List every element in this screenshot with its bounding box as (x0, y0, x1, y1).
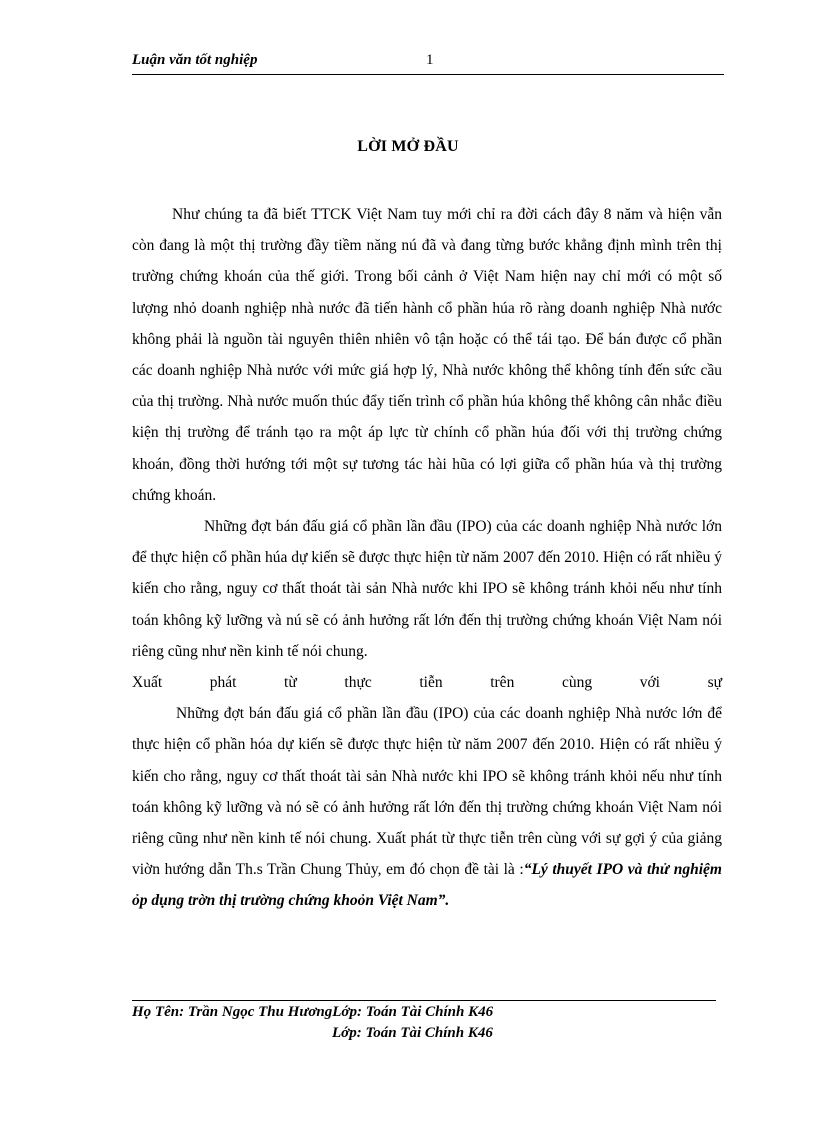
paragraph-ipo-first: Những đợt bán đấu giá cổ phần lần đầu (IPO) của các doanh nghiệp Nhà nước lớn để thực hiện cổ phần húa dự kiến sẽ được thực hiện từ năm 2007 đến 2010. Hiện có rất nhiều ý kiến cho rằng, nguy cơ thất thoát tài sản Nhà nước khi IPO sẽ không tránh khỏi nếu như tính toán không kỹ lưỡng và nú sẽ có ảnh hưởng rất lớn đến thị trường chứng khoán Việt Nam nói riêng cũng như nền kinh tế nói chung. (132, 518, 722, 660)
topic-quote: “Lý thuyết IPO và thử nghiệm ỏp dụng trờn thị trường chứng khoỏn Việt Nam”. (132, 861, 722, 910)
paragraph-ipo-second-text: Những đợt bán đấu giá cổ phần lần đầu (IPO) của các doanh nghiệp Nhà nước lớn để thực hiện cổ phần hóa dự kiến sẽ được thực hiện từ năm 2007 đến 2010. Hiện có rất nhiều ý kiến cho rằng, nguy cơ thất thoát tài sản Nhà nước khi IPO sẽ không tránh khỏi nếu như tính toán không kỹ lưỡng và nó sẽ có ảnh hưởng rất lớn đến thị trường chứng khoán Việt Nam nói riêng cũng như nền kinh tế nói chung. Xuất phát từ thực tiễn trên cùng với sự gợi ý của giảng viờn hướng dẫn Th.s Trần Chung Thủy, em đó chọn đề tài là : (132, 705, 722, 879)
footer-divider (132, 1000, 716, 1001)
page-number: 1 (426, 52, 434, 68)
body-text (132, 199, 722, 917)
footer-class: Lớp: Toán Tài Chính K46 (332, 1025, 493, 1041)
header-title: Luận văn tốt nghiệp (132, 52, 258, 68)
document-title: LỜI MỞ ĐẦU (357, 138, 459, 155)
paragraph-ipo-second (132, 698, 722, 916)
page-header (132, 50, 724, 75)
paragraph-intro: Như chúng ta đã biết TTCK Việt Nam tuy mới chỉ ra đời cách đây 8 năm và hiện vẫn còn đang là một thị trường đầy tiềm năng nú đã và đang từng bước khẳng định mình trên thị trường chứng khoán của thế giới. Trong bối cảnh ở Việt Nam hiện nay chỉ mới có một số lượng nhỏ doanh nghiệp nhà nước đã tiến hành cổ phần húa rõ ràng doanh nghiệp Nhà nước không phải là nguồn tài nguyên thiên nhiên vô tận hoặc có thể tái tạo. Để bán được cổ phần các doanh nghiệp Nhà nước với mức giá hợp lý, Nhà nước không thể không tính đến sức cầu của thị trường. Nhà nước muốn thúc đẩy tiến trình cổ phần húa không thể không cân nhắc điều kiện thị trường để tránh tạo ra một áp lực từ chính cổ phần húa đối với thị trường chứng khoán, đồng thời hướng tới một sự tương tác hài hũa có lợi giữa cổ phần húa và thị trường chứng khoán. (132, 206, 722, 504)
footer-author-class: Họ Tên: Trần Ngọc Thu HươngLớp: Toán Tài Chính K46 (132, 1004, 494, 1020)
paragraph-fragment: Xuất phát từ thực tiễn trên cùng với sự (132, 674, 722, 692)
